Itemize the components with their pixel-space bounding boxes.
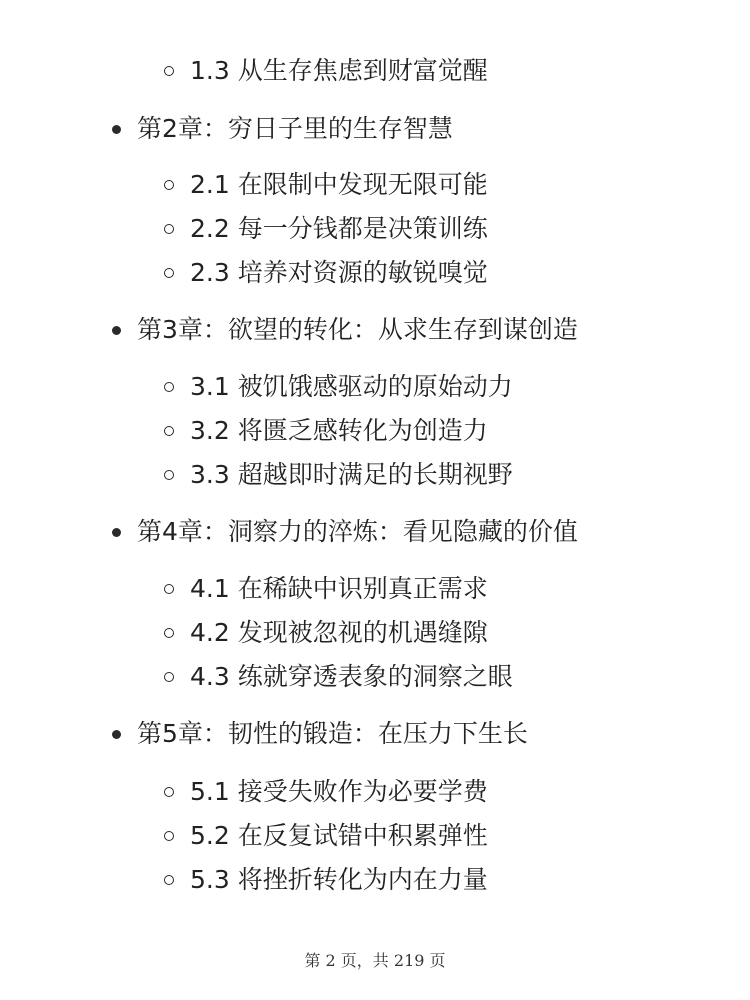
toc-item-label: 3.3 超越即时满足的长期视野 — [190, 460, 513, 489]
toc-item-label: 4.3 练就穿透表象的洞察之眼 — [190, 662, 513, 691]
circle-bullet-icon — [164, 672, 174, 682]
circle-bullet-icon — [164, 470, 174, 480]
circle-bullet-icon — [164, 831, 174, 841]
toc-item-label: 5.1 接受失败作为必要学费 — [190, 777, 488, 806]
toc-section-2-2 — [164, 212, 488, 246]
toc-section-5-3 — [164, 863, 488, 897]
toc-section-5-1 — [164, 775, 488, 809]
toc-item-label: 2.3 培养对资源的敏锐嗅觉 — [190, 258, 488, 287]
toc-section-3-3 — [164, 458, 513, 492]
toc-item-label: 1.3 从生存焦虑到财富觉醒 — [190, 56, 488, 85]
page-number-footer: 第 2 页，共 219 页 — [304, 951, 446, 970]
toc-section-2-3 — [164, 256, 488, 290]
toc-item-label: 第5章：韧性的锻造：在压力下生长 — [137, 719, 528, 748]
toc-chapter-3 — [112, 313, 578, 347]
toc-section-4-1 — [164, 572, 488, 606]
circle-bullet-icon — [164, 875, 174, 885]
disc-bullet-icon — [112, 730, 121, 739]
toc-item-label: 第4章：洞察力的淬炼：看见隐藏的价值 — [137, 517, 578, 546]
toc-item-label: 3.2 将匮乏感转化为创造力 — [190, 416, 488, 445]
circle-bullet-icon — [164, 628, 174, 638]
disc-bullet-icon — [112, 528, 121, 537]
circle-bullet-icon — [164, 787, 174, 797]
circle-bullet-icon — [164, 382, 174, 392]
disc-bullet-icon — [112, 326, 121, 335]
toc-section-4-2 — [164, 616, 488, 650]
toc-section-2-1 — [164, 168, 488, 202]
circle-bullet-icon — [164, 584, 174, 594]
circle-bullet-icon — [164, 268, 174, 278]
toc-item-label: 2.1 在限制中发现无限可能 — [190, 170, 488, 199]
toc-item-label: 4.2 发现被忽视的机遇缝隙 — [190, 618, 488, 647]
toc-section-3-1 — [164, 370, 513, 404]
toc-item-label: 第3章：欲望的转化：从求生存到谋创造 — [137, 315, 578, 344]
toc-item-label: 5.3 将挫折转化为内在力量 — [190, 865, 488, 894]
toc-chapter-4 — [112, 515, 578, 549]
toc-item-label: 2.2 每一分钱都是决策训练 — [190, 214, 488, 243]
toc-chapter-2 — [112, 112, 453, 146]
toc-section-5-2 — [164, 819, 488, 853]
toc-section-1-3 — [164, 54, 488, 88]
circle-bullet-icon — [164, 180, 174, 190]
toc-chapter-5 — [112, 717, 528, 751]
toc-section-4-3 — [164, 660, 513, 694]
toc-item-label: 3.1 被饥饿感驱动的原始动力 — [190, 372, 513, 401]
toc-item-label: 4.1 在稀缺中识别真正需求 — [190, 574, 488, 603]
circle-bullet-icon — [164, 66, 174, 76]
toc-section-3-2 — [164, 414, 488, 448]
disc-bullet-icon — [112, 125, 121, 134]
toc-item-label: 第2章：穷日子里的生存智慧 — [137, 114, 453, 143]
circle-bullet-icon — [164, 224, 174, 234]
toc-item-label: 5.2 在反复试错中积累弹性 — [190, 821, 488, 850]
circle-bullet-icon — [164, 426, 174, 436]
